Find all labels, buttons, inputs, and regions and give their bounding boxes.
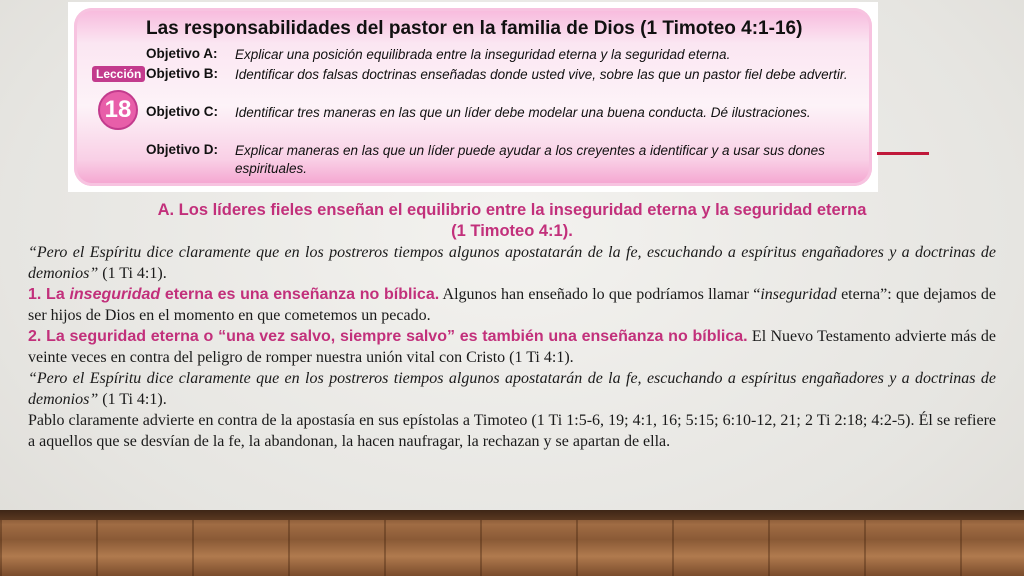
point-1-body-a: Algunos han enseñado lo que podríamos llamar “ [439, 286, 761, 303]
point-2 [28, 326, 996, 368]
quote-text: “Pero el Espíritu dice claramente que en los postreros tiempos algunos apostatarán de la fe, escuchando a espíritus engañadores y a doctrinas de demonios” [28, 244, 996, 282]
lesson-header-panel [74, 8, 872, 186]
objective-key: Objetivo D: [146, 142, 219, 157]
decorative-red-rule [877, 152, 929, 155]
scripture-quote-2 [28, 368, 996, 410]
point-1-body-emphasis: inseguridad [760, 286, 837, 303]
quote-text: “Pero el Espíritu dice claramente que en los postreros tiempos algunos apostatarán de la fe, escuchando a espíritus engañadores y a doctrinas de demonios” [28, 370, 996, 408]
objective-key: Objetivo C: [146, 104, 219, 119]
point-1-lead-emphasis: inseguridad [69, 286, 161, 303]
quote-reference: (1 Ti 4:1). [98, 391, 167, 408]
section-title-line1: A. Los líderes fieles enseñan el equilibrio entre la inseguridad eterna y la seguridad eterna [157, 201, 867, 219]
closing-paragraph: Pablo claramente advierte en contra de la apostasía en sus epístolas a Timoteo (1 Ti 1:5-6, 19; 4:1, 16; 5:15; 6:10-12, 21; 2 Ti 2:18; 4:2-5). Él se refiere a aquellos que se desvían de la fe, la abandonan, la hacen naufragar, la rechazan y se apartan de ella. [28, 412, 996, 450]
section-title-line2: (1 Timoteo 4:1). [451, 222, 573, 240]
point-1-body-b: eterna”: que dejamos de ser hijos de Dios en el momento en que cometemos un pecado. [28, 286, 997, 324]
point-2-body: El Nuevo Testamento advierte más de veinte veces en contra del peligro de romper nuestra unión vital con Cristo (1 Ti 4:1). [28, 328, 996, 366]
objective-text: Explicar una posición equilibrada entre la inseguridad eterna y la seguridad eterna. [235, 47, 731, 62]
slide-body [28, 200, 996, 452]
lesson-label: Lección [92, 66, 145, 82]
objective-key: Objetivo B: [146, 66, 219, 81]
point-1-lead-b: eterna es una enseñanza no bíblica. [160, 286, 440, 303]
wooden-floor-decoration [0, 510, 1024, 576]
point-1 [28, 284, 996, 326]
quote-reference: (1 Ti 4:1). [98, 265, 167, 282]
lesson-title: Las responsabilidades del pastor en la familia de Dios (1 Timoteo 4:1-16) [146, 18, 803, 39]
point-1-lead-a: 1. La [28, 286, 70, 303]
section-title [28, 200, 996, 242]
objective-text: Explicar maneras en las que un líder puede ayudar a los creyentes a identificar y a usar sus dones espirituales. [235, 143, 825, 176]
objective-text: Identificar tres maneras en las que un líder debe modelar una buena conducta. Dé ilustraciones. [235, 105, 811, 120]
objective-text: Identificar dos falsas doctrinas enseñadas donde usted vive, sobre las que un pastor fiel debe advertir. [235, 67, 848, 82]
scripture-quote-1 [28, 242, 996, 284]
lesson-header-card [68, 2, 878, 192]
point-2-lead: 2. La seguridad eterna o “una vez salvo, siempre salvo” es también una enseñanza no bíblica. [28, 328, 748, 345]
objective-key: Objetivo A: [146, 46, 218, 61]
lesson-number-badge: 18 [98, 90, 138, 130]
